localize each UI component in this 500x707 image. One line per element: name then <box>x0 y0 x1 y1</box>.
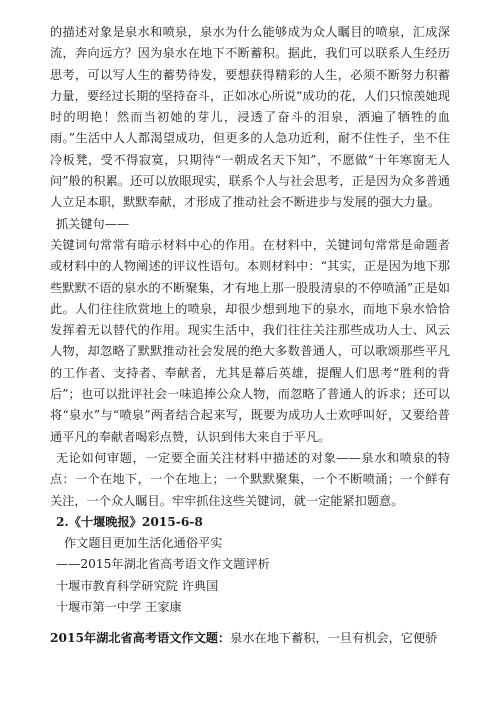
body-paragraph-2: 关键词句常常有暗示材料中心的作用。在材料中，关键词句常常是命题者或材料中的人物阐述的评议性语句。本则材料中：“其实，正是因为地下那些默默不语的泉水的不断聚集，才有地上那一股股清泉的不停喷涌”正是如此。人们往往欣赏地上的喷泉，却很少想到地下的泉水，而地下泉水恰恰发挥着无以替代的作用。现实生活中，我们往往关注那些成功人士、风云人物，却忽略了默默推动社会发展的绝大多数普通人，可以歌颂那些平凡的工作者、支持者、奉献者，尤其是幕后英雄，提醒人们思考“胜利的背后”；也可以批评社会一味追捧公众人物，而忽略了普通人的诉求；还可以将“泉水”与“喷泉”两者结合起来写，既要为成功人士欢呼叫好，又要给普通平凡的奉献者喝彩点赞，认识到伟大来自于平凡。 <box>50 237 450 444</box>
newspaper-source: 2.《十堰晚报》2015-6-8 <box>56 514 203 529</box>
closing-paragraph-lead: 2015年湖北省高考语文作文题： <box>50 631 231 646</box>
body-paragraph-3: 无论如何审题，一定要全面关注材料中描述的对象——泉水和喷泉的特点：一个在地下，一个在地上；一个默默聚集，一个不断喷涌；一个鲜有关注，一个众人瞩目。牢牢抓住这些关键词，就一定能紧扣题意。 <box>50 450 450 508</box>
article-subtitle: ——2015年湖北省高考语文作文题评析 <box>56 557 270 572</box>
section-heading-key-sentence: 抓关键句—— <box>56 216 130 231</box>
author-line-2: 十堰市第一中学 王家康 <box>56 600 182 615</box>
author-line-1: 十堰市教育科学研究院 许典国 <box>56 578 219 593</box>
article-title: 作文题目更加生活化通俗平实 <box>64 536 223 551</box>
closing-paragraph <box>50 628 450 649</box>
body-paragraph-1: 的描述对象是泉水和喷泉，泉水为什么能够成为众人瞩目的喷泉，汇成深流，奔向远方？因为泉水在地下不断蓄积。据此，我们可以联系人生经历思考，可以写人生的蓄势待发，要想获得精彩的人生，必须不断努力积蓄力量，要经过长期的坚持奋斗，正如冰心所说“成功的花，人们只惊羡她现时的明艳！然而当初她的芽儿，浸透了奋斗的泪泉，洒遍了牺牲的血雨。”生活中人人都渴望成功，但更多的人急功近利，耐不住性子，坐不住冷板凳，受不得寂寞，只期待“一朝成名天下知”，不愿做“十年寒窗无人问”般的积累。还可以放眼现实，联系个人与社会思考，正是因为众多普通人立足本职，默默奉献，才形成了推动社会不断进步与发展的强大力量。 <box>50 25 450 210</box>
closing-paragraph-text: 泉水在地下蓄积，一旦有机会，它便骄 <box>230 631 438 646</box>
